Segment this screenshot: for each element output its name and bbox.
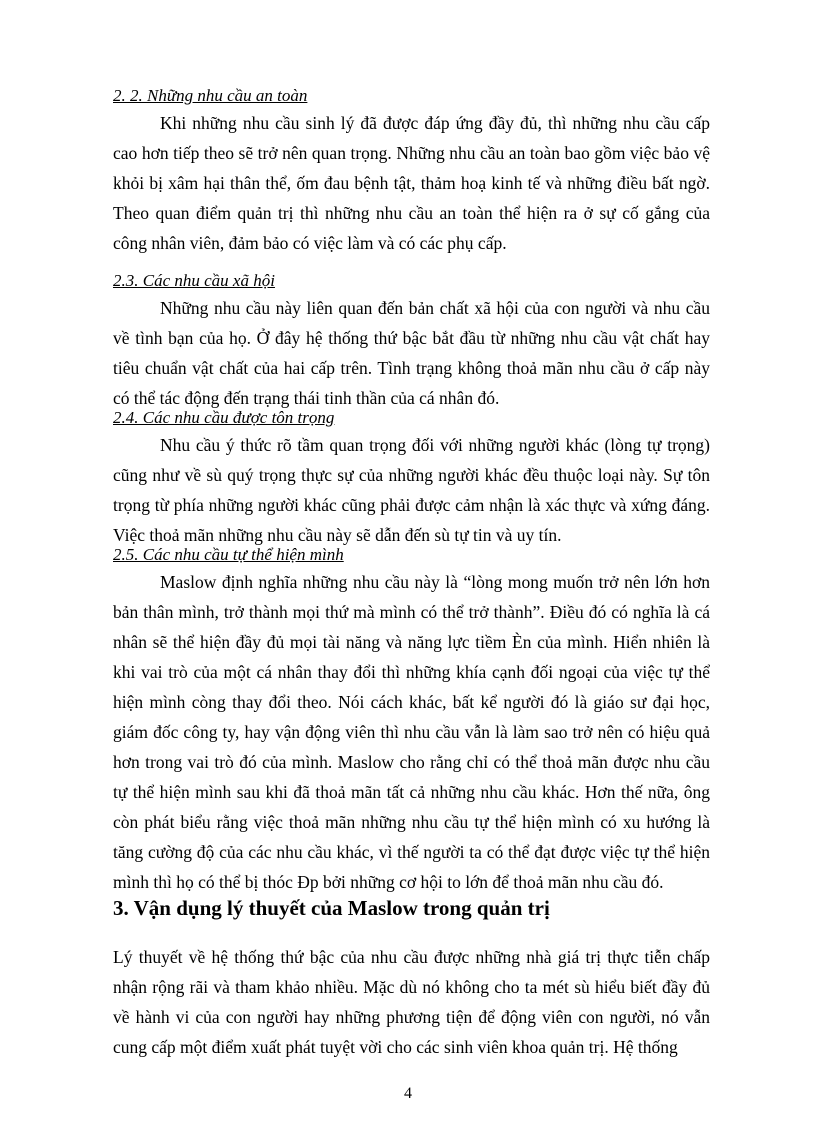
heading-social-needs: 2.3. Các nhu cầu xã hội <box>113 271 275 290</box>
paragraph-section-3: Lý thuyết về hệ thống thứ bậc của nhu cầu được những nhà giá trị thực tiễn chấp nhận rộng rãi và tham khảo nhiều. Mặc dù nó không cho ta mét sù hiểu biết đầy đủ về hành vi của con người hay những phương tiện để động viên con người, nó vẫn cung cấp một điểm xuất phát tuyệt vời cho các sinh viên khoa quản trị. Hệ thống <box>113 947 710 1057</box>
paragraph-social-needs: Những nhu cầu này liên quan đến bản chất xã hội của con người và nhu cầu về tình bạn của họ. Ở đây hệ thống thứ bậc bắt đầu từ những nhu cầu vật chất hay tiêu chuẩn vật chất của hai cấp trên. Tình trạng không thoả mãn nhu cầu ở cấp này có thể tác động đến trạng thái tinh thần của cá nhân đó. <box>113 298 710 408</box>
paragraph-safety-needs: Khi những nhu cầu sinh lý đã được đáp ứng đầy đủ, thì những nhu cầu cấp cao hơn tiếp theo sẽ trở nên quan trọng. Những nhu cầu an toàn bao gồm việc bảo vệ khỏi bị xâm hại thân thể, ốm đau bệnh tật, thảm hoạ kinh tế và những điều bất ngờ. Theo quan điểm quản trị thì những nhu cầu an toàn thể hiện ra ở sự cố gắng của công nhân viên, đảm bảo có việc làm và có các phụ cấp. <box>113 113 710 253</box>
heading-safety-needs: 2. 2. Những nhu cầu an toàn <box>113 86 308 105</box>
heading-esteem-needs: 2.4. Các nhu cầu được tôn trọng <box>113 408 335 427</box>
paragraph-self-actualization-needs: Maslow định nghĩa những nhu cầu này là “lòng mong muốn trở nên lớn hơn bản thân mình, trở thành mọi thứ mà mình có thể trở thành”. Điều đó có nghĩa là cá nhân sẽ thể hiện đầy đủ mọi tài năng và năng lực tiềm Èn của mình. Hiển nhiên là khi vai trò của một cá nhân thay đổi thì những khía cạnh đối ngoại của việc tự thể hiện mình còng thay đổi theo. Nói cách khác, bất kể người đó là giáo sư đại học, giám đốc công ty, hay vận động viên thì nhu cầu vẫn là làm sao trở nên có hiệu quả hơn trong vai trò đó của mình. Maslow cho rằng chỉ có thể thoả mãn được nhu cầu tự thể hiện mình sau khi đã thoả mãn tất cả những nhu cầu khác. Hơn thế nữa, ông còn phát biểu rằng việc thoả mãn những nhu cầu tự thể hiện mình có xu hướng là tăng cường độ của các nhu cầu khác, vì thế người ta có thể đạt được việc tự thể hiện mình thì họ có thể bị thóc Đp bởi những cơ hội to lớn để thoả mãn nhu cầu đó. <box>113 572 710 892</box>
section-3-title: 3. Vận dụng lý thuyết của Maslow trong quản trị <box>113 896 550 920</box>
page-number: 4 <box>404 1085 412 1102</box>
paragraph-esteem-needs: Nhu cầu ý thức rõ tầm quan trọng đối với những người khác (lòng tự trọng) cũng như về sù quý trọng thực sự của những người khác đều thuộc loại này. Sự tôn trọng từ phía những người khác cũng phải được cảm nhận là xác thực và xứng đáng. Việc thoả mãn những nhu cầu này sẽ dẫn đến sù tự tin và uy tín. <box>113 435 710 545</box>
heading-self-actualization-needs: 2.5. Các nhu cầu tự thể hiện mình <box>113 545 344 564</box>
